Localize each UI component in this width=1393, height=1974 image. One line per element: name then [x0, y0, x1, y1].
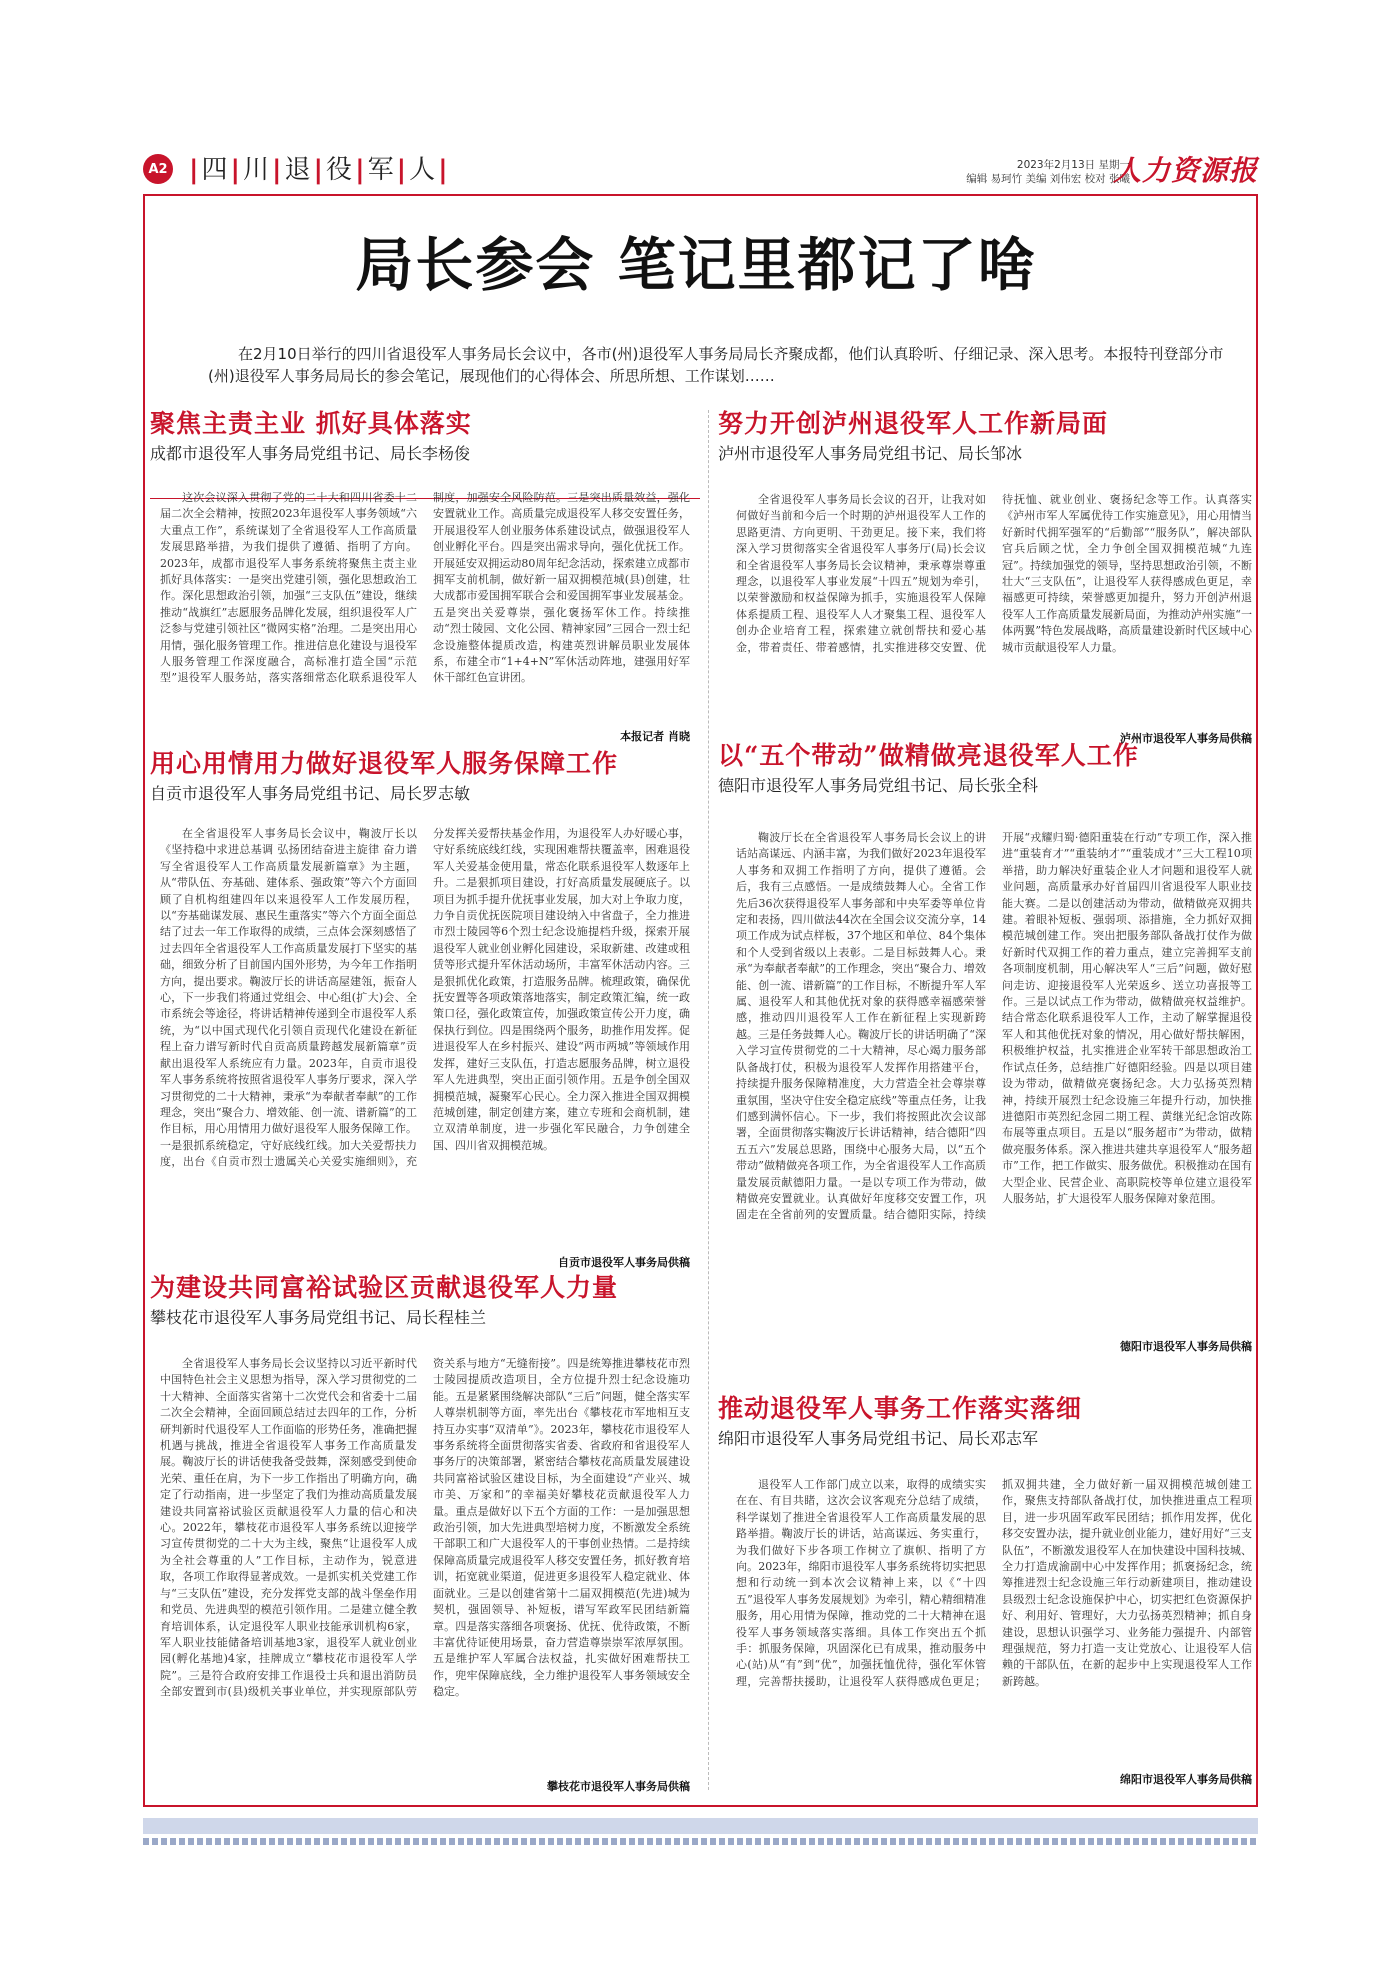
- issue-date: 2023年2月13日 星期一: [1016, 159, 1130, 171]
- article-mianyang: [718, 1393, 1252, 1793]
- article-credit: 攀枝花市退役军人事务局供稿: [541, 1778, 690, 1794]
- column-divider: [708, 410, 709, 1790]
- article-byline: 德阳市退役军人事务局党组书记、局长张全科: [718, 776, 1039, 795]
- article-byline: 攀枝花市退役军人事务局党组书记、局长程桂兰: [150, 1308, 487, 1327]
- article-panzhihua: [150, 1272, 690, 1794]
- article-deyang: [718, 740, 1252, 1360]
- section-char: 军: [367, 155, 395, 185]
- article-byline: 绵阳市退役军人事务局党组书记、局长邓志军: [718, 1429, 1039, 1448]
- section-char: 四: [201, 155, 229, 185]
- section-name: |四|川|退|役|军|人|: [189, 155, 449, 185]
- article-byline: 成都市退役军人事务局党组书记、局长李杨俊: [150, 444, 471, 463]
- article-title: 以“五个带动”做精做亮退役军人工作: [718, 741, 1139, 770]
- article-title: 用心用情用力做好退役军人服务保障工作: [150, 749, 619, 778]
- article-byline: 自贡市退役军人事务局党组书记、局长罗志敏: [150, 784, 471, 803]
- article-luzhou: [718, 408, 1252, 744]
- article-zigong: [150, 748, 690, 1270]
- article-body: 退役军人工作部门成立以来，取得的成绩实实在在、有目共睹，这次会议客观充分总结了成绩，科学谋划了推进全省退役军人工作高质量发展的思路举措。鞠波厅长的讲话，站高谋远、务实重行，为我们做好下步各项工作树立了旗帜、指明了方向。2023年，绵阳市退役军人事务系统将切实把思想和行动统一到本次会议精神上来，以《“十四五”退役军人事务发展规划》为牵引，精心精细精准服务，用心用情为保障，推动党的二十大精神在退役军人事务领域落实落细。具体工作突出五个抓手：抓服务保障，巩固深化已有成果，推动服务中心(站)从“有”到“优”，加强抚恤优待，强化军休管理，完善帮扶援助，让退役军人获得感成色更足；抓双拥共建，全力做好新一届双拥模范城创建工作，聚焦支持部队备战打仗，加快推进重点工程项目，进一步巩固军政军民团结；抓作用发挥，优化移交安置办法，提升就业创业能力，建好用好“三支队伍”，不断激发退役军人在加快建设中国科技城、全力打造成渝副中心中发挥作用；抓褒扬纪念，统筹推进烈士纪念设施三年行动新建项目，推动建设县级烈士纪念设施保护中心，切实把红色资源保护好、利用好、管理好，大力弘扬英烈精神；抓自身建设，思想认识强学习、业务能力强提升、内部管理强规范，努力打造一支让党放心、让退役军人信赖的干部队伍，在新的起步中上实现退役军人工作新跨越。: [736, 1478, 1252, 1688]
- article-title: 推动退役军人事务工作落实落细: [718, 1394, 1083, 1423]
- bottom-band: [143, 1818, 1258, 1834]
- section-char: 川: [243, 155, 271, 185]
- article-title: 努力开创泸州退役军人工作新局面: [718, 409, 1109, 438]
- article-credit: 德阳市退役军人事务局供稿: [1114, 1338, 1252, 1354]
- article-credit: 自贡市退役军人事务局供稿: [552, 1254, 690, 1270]
- article-title: 聚焦主责主业 抓好具体落实: [150, 409, 472, 438]
- lead-paragraph: 在2月10日举行的四川省退役军人事务局长会议中，各市(州)退役军人事务局局长齐聚成都，他们认真聆听、仔细记录、深入思考。本报特刊登部分市(州)退役军人事务局局长的参会笔记，展现他们的心得体会、所思所想、工作谋划……: [208, 345, 1224, 385]
- section-char: 役: [326, 155, 354, 185]
- article-body: 全省退役军人事务局长会议坚持以习近平新时代中国特色社会主义思想为指导，深入学习贯彻党的二十大精神、全面落实省第十二次党代会和省委十二届二次全会精神，全面回顾总结过去四年的工作，分析研判新时代退役军人工作面临的形势任务，准确把握机遇与挑战，推进全省退役军人事务工作高质量发展。鞠波厅长的讲话使我备受鼓舞，深刻感受到使命光荣、重任在肩，为下一步工作指出了明确方向，确定了行动指南，进一步坚定了我们为推动高质量发展建设共同富裕试验区贡献退役军人力量的信心和决心。2022年，攀枝花市退役军人事务系统以迎接学习宣传贯彻党的二十大为主线，聚焦“让退役军人成为全社会尊重的人”工作目标，主动作为，锐意进取，各项工作取得显著成效。一是抓实机关党建工作与“三支队伍”建设，充分发挥党支部的战斗堡垒作用和党员、先进典型的模范引领作用。二是建立健全教育培训体系，认定退役军人职业技能承训机构6家，军人职业技能储备培训基地3家，退役军人就业创业园(孵化基地)4家，挂牌成立“攀枝花市退役军人学院”。三是符合政府安排工作退役士兵和退出消防员全部安置到市(县)级机关事业单位，并实现原部队劳资关系与地方“无缝衔接”。四是统筹推进攀枝花市烈士陵园提质改造项目，全方位提升烈士纪念设施功能。五是紧紧围绕解决部队“三后”问题，健全落实军人尊崇机制等方面，率先出台《攀枝花市军地相互支持互办实事“双清单”》。2023年，攀枝花市退役军人事务系统将全面贯彻落实省委、省政府和省退役军人事务厅的决策部署，紧密结合攀枝花高质量发展建设共同富裕试验区建设目标，为全面建设“产业兴、城市美、万家和”的幸福美好攀枝花贡献退役军人力量。重点是做好以下五个方面的工作：一是加强思想政治引领，加大先进典型培树力度，不断激发全系统干部职工和广大退役军人的干事创业热情。二是持续保障高质量完成退役军人移交安置任务，抓好教育培训，拓宽就业渠道，促进更多退役军人稳定就业、体面就业。三是以创建省第十二届双拥模范(先进)城为契机，强固领导、补短板，谱写军政军民团结新篇章。四是落实落细各项褒扬、优抚、优待政策，不断丰富优待证使用场景，奋力营造尊崇崇军浓厚氛围。五是维护军人军属合法权益，扎实做好困难帮扶工作，兜牢保障底线，全力维护退役军人事务领域安全稳定。: [160, 1357, 690, 1699]
- article-credit: 绵阳市退役军人事务局供稿: [1114, 1771, 1252, 1787]
- page-number-badge: A2: [143, 154, 173, 184]
- article-byline: 泸州市退役军人事务局党组书记、局长邹冰: [718, 444, 1023, 463]
- article-body: 全省退役军人事务局长会议的召开，让我对如何做好当前和今后一个时期的泸州退役军人工作的思路更清、方向更明、干劲更足。接下来，我们将深入学习贯彻落实全省退役军人事务厅(局)长会议和全省退役军人事务局长会议精神，秉承尊崇尊重理念，以退役军人事业发展“十四五”规划为牵引，以荣誉激励和权益保障为抓手，实施退役军人保障体系提质工程、退役军人人才聚集工程、退役军人创办企业培育工程，探索建立就创帮扶和爱心基金，带着责任、带着感情，扎实推进移交安置、优待抚恤、就业创业、褒扬纪念等工作。认真落实《泸州市军人军属优待工作实施意见》，用心用情当好新时代拥军强军的“后勤部”“服务队”，解决部队官兵后顾之忧，全力争创全国双拥模范城“九连冠”。持续加强党的领导，坚持思想政治引领，不断壮大“三支队伍”，让退役军人获得感成色更足，幸福感更可持续，荣誉感更加提升，努力开创泸州退役军人工作高质量发展新局面，为推动泸州实施“一体两翼”特色发展战略，高质量建设新时代区域中心城市贡献退役军人力量。: [736, 493, 1252, 654]
- article-credit: 本报记者 肖晓: [614, 728, 690, 744]
- article-body: 这次会议深入贯彻了党的二十大和四川省委十二届二次全会精神，按照2023年退役军人事务领域“六大重点工作”，系统谋划了全省退役军人工作高质量发展思路举措，为我们提供了遵循、指明了方向。2023年，成都市退役军人事务系统将聚焦主责主业抓好具体落实：一是突出党建引领，强化思想政治工作。深化思想政治引领，加强“三支队伍”建设，继续推动“战旗红”志愿服务品牌化发展，组织退役军人广泛参与党建引领社区“微网实格”治理。二是突出用心用情，强化服务管理工作。推进信息化建设与退役军人服务管理工作深度融合，高标准打造全国“示范型”退役军人服务站，落实落细常态化联系退役军人制度，加强安全风险防范。三是突出质量效益，强化安置就业工作。高质量完成退役军人移交安置任务，开展退役军人创业服务体系建设试点，做强退役军人创业孵化平台。四是突出需求导向，强化优抚工作。开展延安双拥运动80周年纪念活动，探索建立成都市拥军支前机制，做好新一届双拥模范城(县)创建，壮大成都市爱国拥军联合会和爱国拥军事业发展基金。五是突出关爱尊崇，强化褒扬军休工作。持续推动“烈士陵园、文化公园、精神家园”三园合一烈士纪念设施整体提质改造，构建英烈讲解员职业发展体系，布建全市“1+4+N”军休活动阵地，建强用好军休干部红色宣讲团。: [160, 491, 690, 685]
- section-char: 人: [409, 155, 437, 185]
- article-body: 鞠波厅长在全省退役军人事务局长会议上的讲话站高谋远、内涵丰富，为我们做好2023年退役军人事务和双拥工作指明了方向，提供了遵循。会后，我有三点感悟。一是成绩鼓舞人心。全省工作先后36次获得退役军人事务部和中央军委等单位肯定和表扬，四川做法44次在全国会议交流分享，14项工作成为试点样板，37个地区和单位、84个集体和个人受到省级以上表彰。二是目标鼓舞人心。秉承“为奉献者奉献”的工作理念，突出“聚合力、增效能、创一流、谱新篇”的工作目标，不断提升军人军属、退役军人和其他优抚对象的获得感幸福感荣誉感，推动四川退役军人工作在新征程上实现新跨越。三是任务鼓舞人心。鞠波厅长的讲话明确了“深入学习宣传贯彻党的二十大精神，尽心竭力服务部队备战打仗，积极为退役军人发挥作用搭建平台，持续提升服务保障精准度，大力营造全社会尊崇尊重氛围，坚决守住安全稳定底线”等重点任务，让我们感到满怀信心。下一步，我们将按照此次会议部署，全面贯彻落实鞠波厅长讲话精神，结合德阳“四五五六”发展总思路，围绕中心服务大局，以“五个带动”做精做亮各项工作，为全省退役军人工作高质量发展贡献德阳力量。一是以专项工作为带动，做精做亮安置就业。认真做好年度移交安置工作，巩固走在全省前列的安置质量。结合德阳实际，持续开展“戎耀归蜀·德阳重装在行动”专项工作，深入推进“重装育才”“重装纳才”“重装成才”三大工程10项举措，助力解决好重装企业人才问题和退役军人就业问题，高质量承办好首届四川省退役军人职业技能大赛。二是以创建活动为带动，做精做亮双拥共建。着眼补短板、强弱项、添措施，全力抓好双拥模范城创建工作。突出把服务部队备战打仗作为做好新时代双拥工作的着力重点，建立完善拥军支前各项制度机制，用心解决军人“三后”问题，做好慰问走访、迎接退役军人光荣返乡、送立功喜报等工作。三是以试点工作为带动，做精做亮权益维护。结合常态化联系退役军人工作，主动了解掌握退役军人和其他优抚对象的情况，用心做好帮扶解困，积极维护权益，扎实推进企业军转干部思想政治工作试点任务，总结推广好德阳经验。四是以项目建设为带动，做精做亮褒扬纪念。大力弘扬英烈精神，持续开展烈士纪念设施三年提升行动，加快推进德阳市英烈纪念园二期工程、黄继光纪念馆改陈布展等重点项目。五是以“服务超市”为带动，做精做亮服务体系。深入推进共建共享退役军人“服务超市”工作，把工作做实、服务做优。积极推动在国有大型企业、民营企业、高职院校等单位建立退役军人服务站，扩大退役军人服务保障对象范围。: [736, 831, 1252, 1222]
- masthead: [143, 154, 1258, 188]
- newspaper-logo: 人力资源报: [1112, 154, 1258, 187]
- article-credit: 泸州市退役军人事务局供稿: [1114, 730, 1252, 746]
- editor-credits: 编辑 易珂竹 美编 刘伟宏 校对 张曦: [966, 173, 1130, 185]
- article-body: 在全省退役军人事务局长会议中，鞠波厅长以《坚持稳中求进总基调 弘扬团结奋进主旋律 奋力谱写全省退役军人工作高质量发展新篇章》为主题，从“带队伍、夯基础、建体系、强政策”等六个方面回顾了自机构组建四年以来退役军人工作发展历程，以“夯基础谋发展、惠民生重落实”等六个方面全面总结了过去一年工作取得的成绩，三点体会深刻感悟了过去四年全省退役军人工作高质量发展打下坚实的基础，细致分析了目前国内国外形势，为今年工作指明方向，提出要求。鞠波厅长的讲话高屋建瓴，振奋人心，下一步我们将通过党组会、中心组(扩大)会、全市系统会等途径，将讲话精神传递到全市退役军人系统，为“以中国式现代化引领自贡现代化建设在新征程上奋力谱写新时代自贡高质量跨越发展新篇章”贡献出退役军人系统应有力量。2023年，自贡市退役军人事务系统将按照省退役军人事务厅要求，深入学习贯彻党的二十大精神，秉承“为奉献者奉献”的工作理念，突出“聚合力、增效能、创一流、谱新篇”的工作目标，用心用情用力做好退役军人服务保障工作。一是狠抓系统稳定，守好底线红线。加大关爱帮扶力度，出台《自贡市烈士遗属关心关爱实施细则》，充分发挥关爱帮扶基金作用，为退役军人办好暖心事，守好系统底线红线，实现困难帮扶覆盖率，困难退役军人关爱基金使用量，常态化联系退役军人数逐年上升。二是狠抓项目建设，打好高质量发展硬底子。以项目为抓手提升优抚事业发展，加大对上争取力度，力争自贡优抚医院项目建设纳入中省盘子，全力推进市烈士陵园等6个烈士纪念设施提档升级，探索开展退役军人就业创业孵化园建设，采取新建、改建或租赁等形式提升军休活动场所，丰富军休活动内容。三是狠抓优化政策，打造服务品牌。梳理政策，确保优抚安置等各项政策落地落实，制定政策汇编，统一政策口径，强化政策宣传，加强政策宣传公开力度，确保执行到位。四是围绕两个服务，助推作用发挥。促进退役军人在乡村振兴、建设“两市两城”等领域作用发挥，建好三支队伍，打造志愿服务品牌，树立退役军人先进典型，突出正面引领作用。五是争创全国双拥模范城，凝聚军心民心。全力深入推进全国双拥模范城创建，制定创建方案，建立专班和会商机制，建立双清单制度，进一步强化军民融合，力争创建全国、四川省双拥模范城。: [160, 827, 690, 1169]
- bottom-pattern: [143, 1838, 1258, 1845]
- issue-info: [966, 158, 1130, 186]
- page-headline: 局长参会 笔记里都记了啥: [355, 231, 1038, 299]
- article-chengdu: [150, 408, 690, 744]
- article-title: 为建设共同富裕试验区贡献退役军人力量: [150, 1273, 619, 1302]
- section-char: 退: [284, 155, 312, 185]
